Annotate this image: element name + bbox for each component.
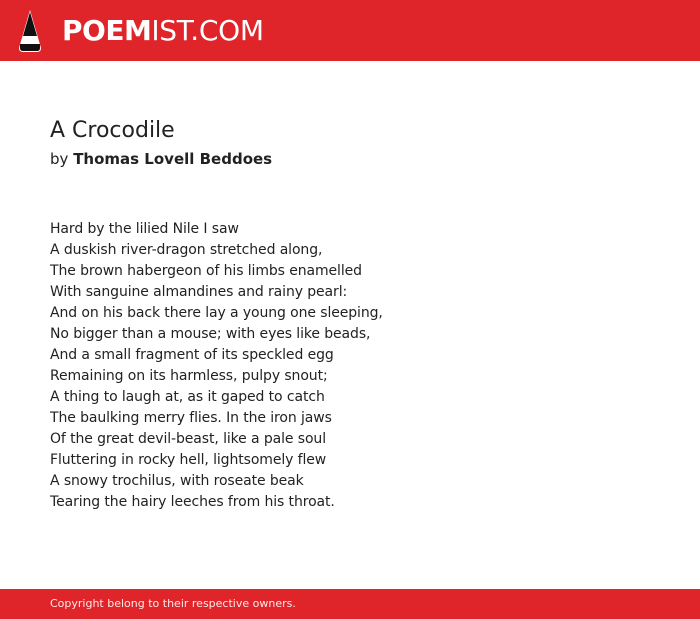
poem-line: A duskish river-dragon stretched along, <box>50 242 323 258</box>
poem-line: A thing to laugh at, as it gaped to catch <box>50 389 325 405</box>
by-label: by <box>50 150 69 168</box>
poem-title: A Crocodile <box>50 118 175 143</box>
poem-line: With sanguine almandines and rainy pearl: <box>50 284 348 300</box>
poem-line: Fluttering in rocky hell, lightsomely flew <box>50 452 327 468</box>
brand-name-bold: POEM <box>62 14 152 47</box>
site-footer <box>0 589 700 619</box>
poem-line: Hard by the lilied Nile I saw <box>50 221 239 237</box>
copyright-notice: Copyright belong to their respective owners. <box>50 597 296 610</box>
poem-byline <box>50 148 272 170</box>
poem-line: Tearing the hairy leeches from his throat. <box>50 494 335 510</box>
poem-line: No bigger than a mouse; with eyes like beads, <box>50 326 371 342</box>
poem-line: A snowy trochilus, with roseate beak <box>50 473 304 489</box>
poem-body <box>50 219 383 513</box>
poem-line: Of the great devil-beast, like a pale soul <box>50 431 326 447</box>
brand-name-light: IST.COM <box>151 14 264 47</box>
poem-line: And on his back there lay a young one sleeping, <box>50 305 383 321</box>
site-logo-link[interactable] <box>62 14 264 48</box>
poem-line: The brown habergeon of his limbs enamelled <box>50 263 362 279</box>
poem-line: And a small fragment of its speckled egg <box>50 347 334 363</box>
pencil-tip-icon[interactable] <box>18 10 42 52</box>
poem-line: Remaining on its harmless, pulpy snout; <box>50 368 328 384</box>
poem-line: The baulking merry flies. In the iron jaws <box>50 410 332 426</box>
site-header <box>0 0 700 61</box>
poem-author: Thomas Lovell Beddoes <box>73 150 273 168</box>
